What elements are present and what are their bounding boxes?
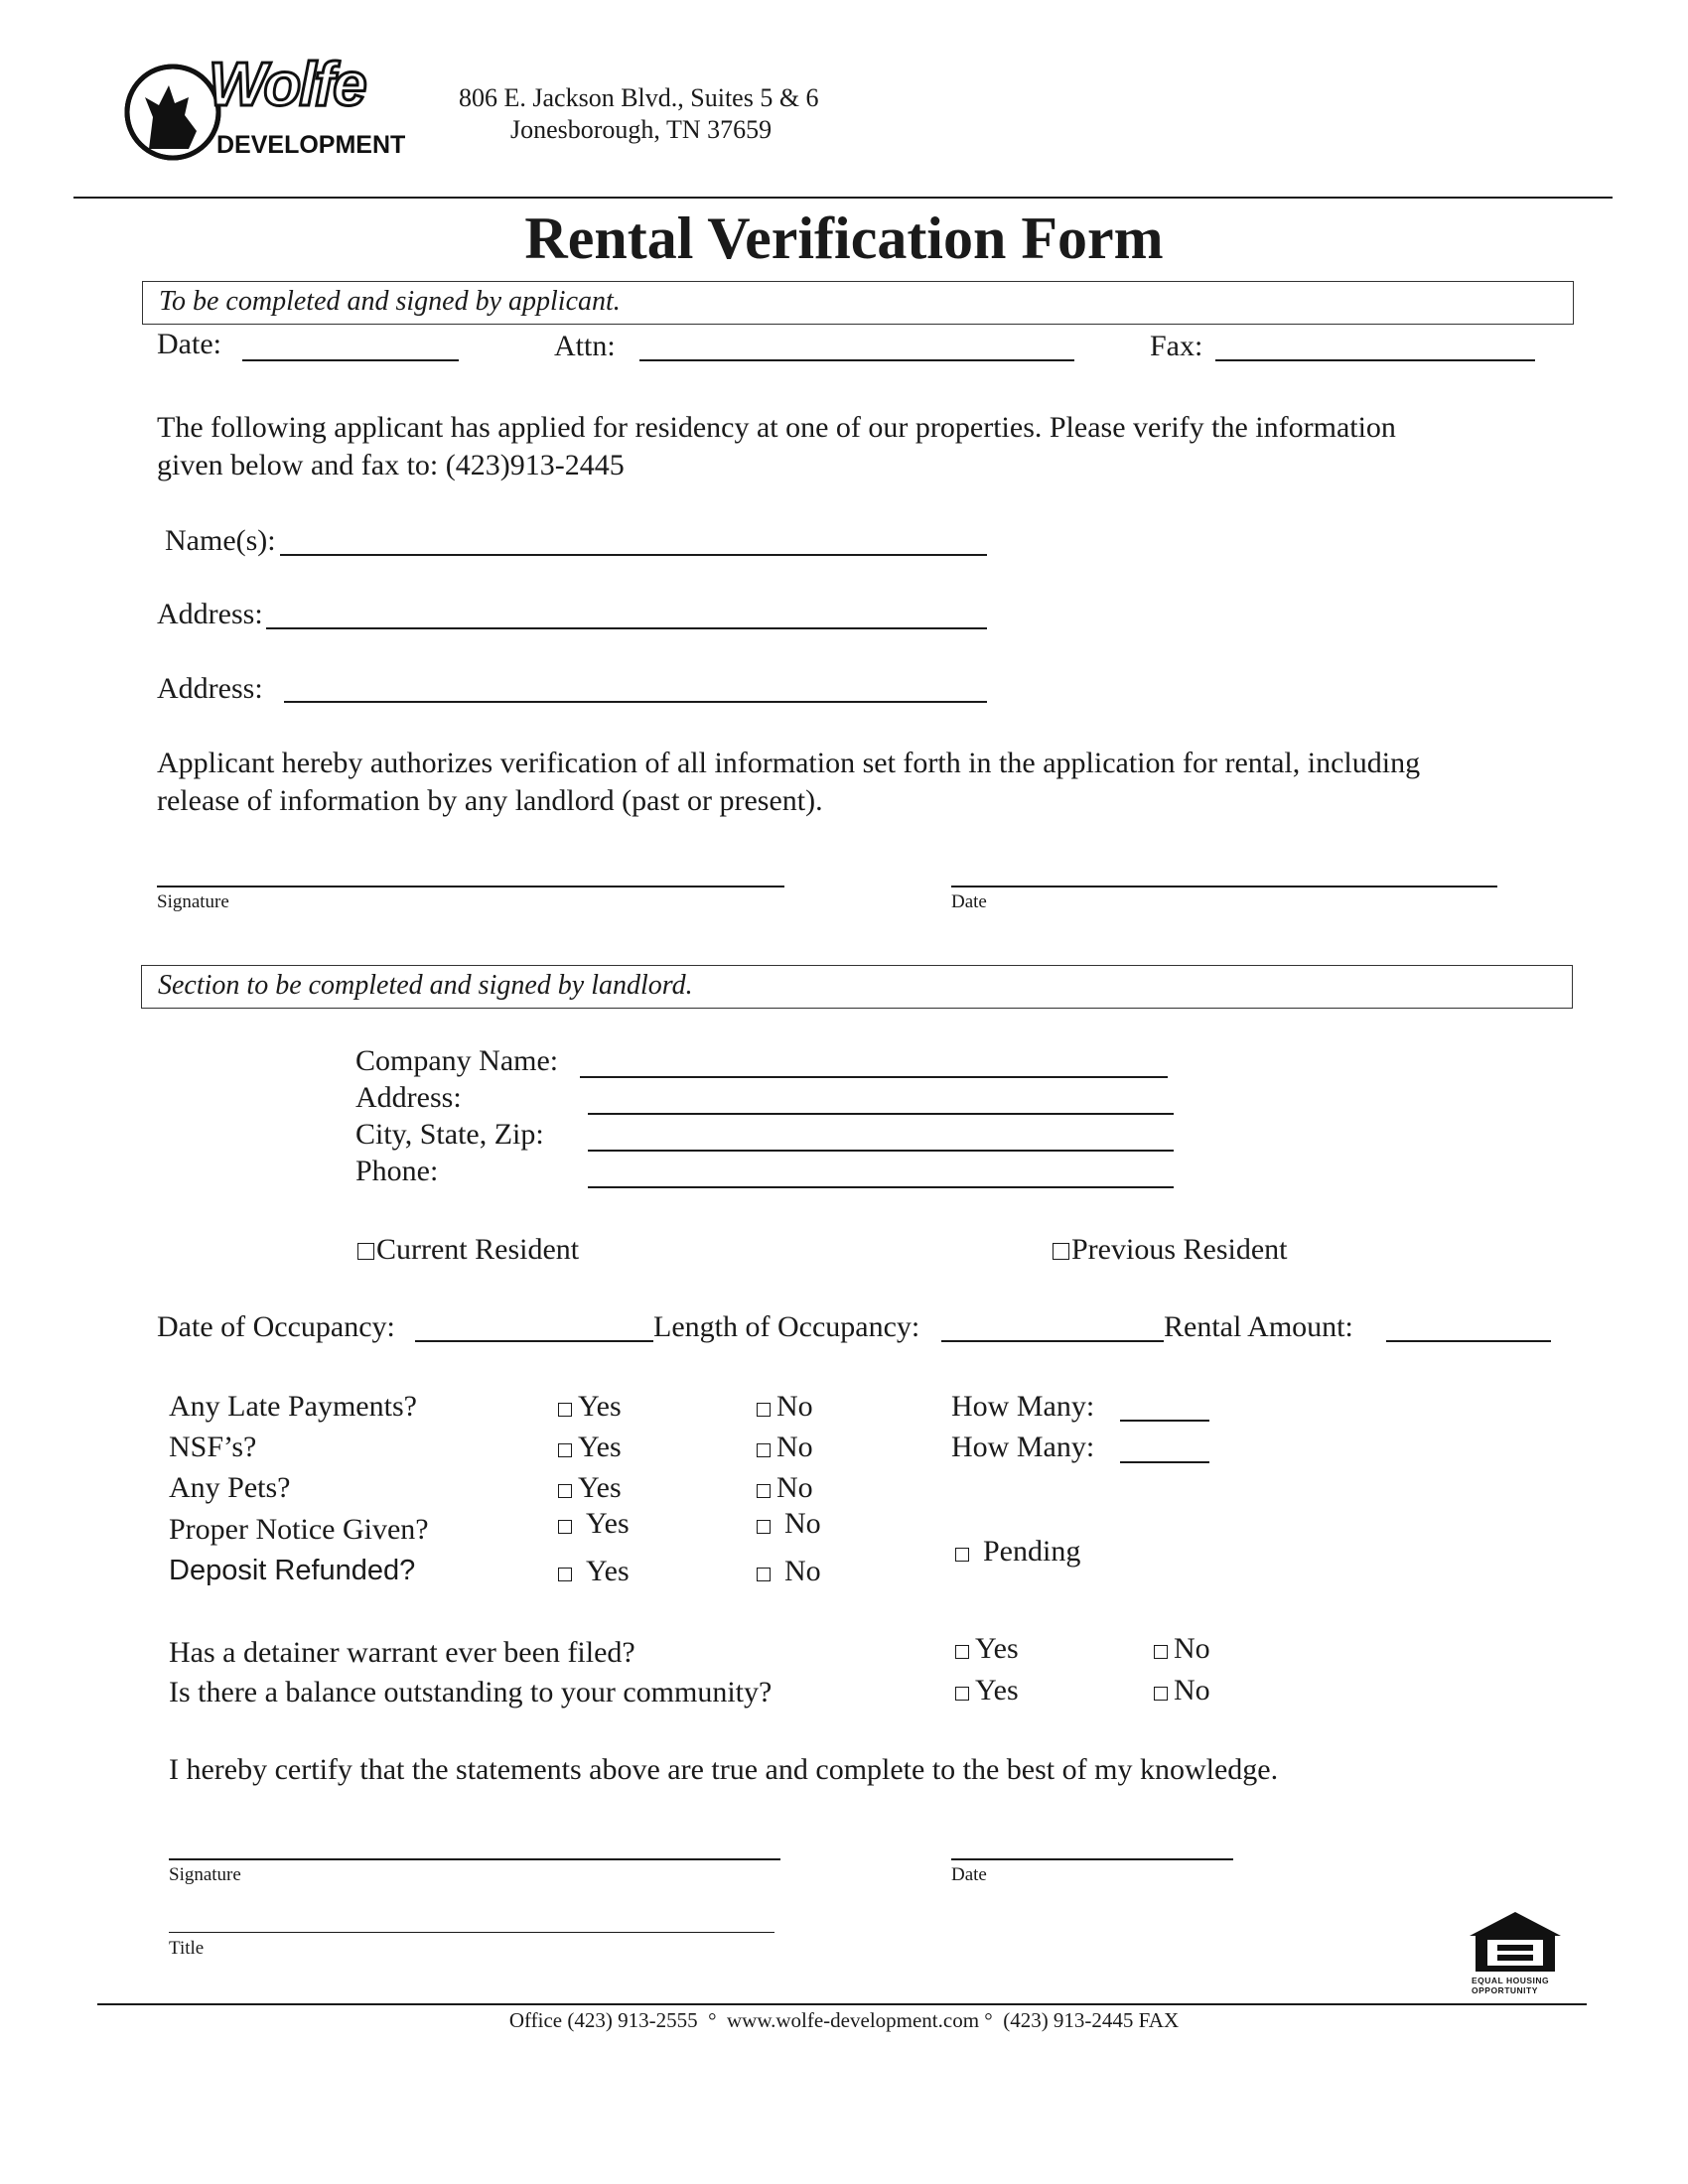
checkbox-icon [955,1645,969,1659]
footer-divider [97,2003,1587,2005]
city-state-zip-field[interactable] [588,1150,1174,1152]
checkbox-icon [1053,1243,1069,1260]
deposit-no-checkbox[interactable]: No [757,1555,821,1588]
pets-no-checkbox[interactable]: No [757,1471,813,1505]
question-late-payments: Any Late Payments? [169,1390,417,1423]
equal-housing-text-1: EQUAL HOUSING [1472,1976,1550,1985]
checkbox-icon [757,1484,771,1498]
checkbox-icon [757,1520,771,1534]
equal-housing-icon [1466,1908,1565,1974]
checkbox-icon [357,1243,374,1260]
nsf-no-checkbox[interactable]: No [757,1431,813,1464]
address2-field[interactable] [284,701,987,703]
checkbox-icon [1154,1687,1168,1701]
page-title: Rental Verification Form [524,205,1164,271]
detainer-yes-checkbox[interactable]: Yes [955,1632,1019,1666]
balance-no-checkbox[interactable]: No [1154,1674,1210,1707]
address2-label: Address: [157,672,263,705]
previous-resident-checkbox[interactable]: Previous Resident [1053,1233,1288,1267]
header-address-line2: Jonesborough, TN 37659 [510,115,773,144]
header-address-line1: 806 E. Jackson Blvd., Suites 5 & 6 [459,83,819,112]
checkbox-icon [757,1443,771,1457]
address1-field[interactable] [266,627,987,629]
fax-label: Fax: [1150,330,1203,362]
company-logo [119,51,406,161]
deposit-yes-checkbox[interactable]: Yes [558,1555,630,1588]
landlord-address-label: Address: [355,1081,462,1114]
question-balance-outstanding: Is there a balance outstanding to your community? [169,1676,773,1708]
logo-wordmark: Wolfe [209,51,365,119]
intro-text-line1: The following applicant has applied for residency at one of our properties. Please verify the information [157,411,1396,444]
date-of-occupancy-field[interactable] [415,1340,653,1342]
checkbox-icon [1154,1645,1168,1659]
checkbox-icon [558,1484,572,1498]
landlord-signature-label: Signature [169,1864,241,1885]
landlord-section-header: Section to be completed and signed by landlord. [141,965,1573,1009]
question-nsf: NSF’s? [169,1431,257,1463]
applicant-signature-field[interactable] [157,886,784,887]
current-resident-checkbox[interactable]: Current Resident [357,1233,579,1267]
date-field[interactable] [242,359,459,361]
authorization-line2: release of information by any landlord (past or present). [157,784,823,817]
checkbox-icon [558,1443,572,1457]
company-name-label: Company Name: [355,1044,559,1077]
equal-housing-text-2: OPPORTUNITY [1472,1985,1538,1995]
checkbox-icon [558,1520,572,1534]
landlord-signature-field[interactable] [169,1858,780,1860]
city-state-zip-label: City, State, Zip: [355,1118,544,1151]
authorization-line1: Applicant hereby authorizes verification of all information set forth in the application for rental, including [157,747,1421,779]
balance-yes-checkbox[interactable]: Yes [955,1674,1019,1707]
detainer-no-checkbox[interactable]: No [1154,1632,1210,1666]
footer-contact: Office (423) 913-2555 ° www.wolfe-development.com ° (423) 913-2445 FAX [508,2008,1180,2032]
notice-no-checkbox[interactable]: No [757,1507,821,1541]
notice-yes-checkbox[interactable]: Yes [558,1507,630,1541]
checkbox-icon [757,1568,771,1581]
length-of-occupancy-field[interactable] [941,1340,1164,1342]
checkbox-icon [558,1568,572,1581]
landlord-title-label: Title [169,1938,205,1959]
applicant-date-label: Date [951,891,987,912]
checkbox-icon [558,1403,572,1417]
phone-label: Phone: [355,1155,439,1187]
question-detainer-warrant: Has a detainer warrant ever been filed? [169,1636,635,1669]
applicant-date-field[interactable] [951,886,1497,887]
fax-field[interactable] [1215,359,1535,361]
late-payments-how-many-field[interactable] [1120,1420,1209,1422]
checkbox-icon [955,1548,969,1562]
attn-label: Attn: [554,330,616,362]
certification-statement: I hereby certify that the statements above are true and complete to the best of my knowledge. [169,1753,1279,1786]
landlord-title-field[interactable] [169,1932,774,1933]
nsf-yes-checkbox[interactable]: Yes [558,1431,622,1464]
logo-subtitle: DEVELOPMENT [216,131,406,159]
applicant-signature-label: Signature [157,891,229,912]
length-of-occupancy-label: Length of Occupancy: [653,1310,920,1343]
phone-field[interactable] [588,1186,1174,1188]
rental-amount-label: Rental Amount: [1164,1310,1353,1343]
company-name-field[interactable] [580,1076,1168,1078]
late-payments-yes-checkbox[interactable]: Yes [558,1390,622,1424]
date-of-occupancy-label: Date of Occupancy: [157,1310,395,1343]
deposit-pending-checkbox[interactable]: Pending [955,1535,1080,1569]
applicant-section-header: To be completed and signed by applicant. [142,281,1574,325]
names-field[interactable] [280,554,987,556]
intro-text-line2: given below and fax to: (423)913-2445 [157,449,625,481]
landlord-date-field[interactable] [951,1858,1233,1860]
checkbox-icon [955,1687,969,1701]
late-payments-no-checkbox[interactable]: No [757,1390,813,1424]
landlord-date-label: Date [951,1864,987,1885]
nsf-how-many-label: How Many: [951,1431,1095,1463]
header-divider [73,197,1613,199]
rental-amount-field[interactable] [1386,1340,1551,1342]
question-pets: Any Pets? [169,1471,291,1504]
pets-yes-checkbox[interactable]: Yes [558,1471,622,1505]
equal-housing-logo [1466,1908,1565,1999]
address1-label: Address: [157,598,263,630]
checkbox-icon [757,1403,771,1417]
date-label: Date: [157,328,221,360]
nsf-how-many-field[interactable] [1120,1461,1209,1463]
names-label: Name(s): [165,524,276,557]
question-proper-notice: Proper Notice Given? [169,1513,429,1546]
attn-field[interactable] [639,359,1074,361]
landlord-address-field[interactable] [588,1113,1174,1115]
late-payments-how-many-label: How Many: [951,1390,1095,1423]
question-deposit-refunded: Deposit Refunded? [169,1555,416,1586]
